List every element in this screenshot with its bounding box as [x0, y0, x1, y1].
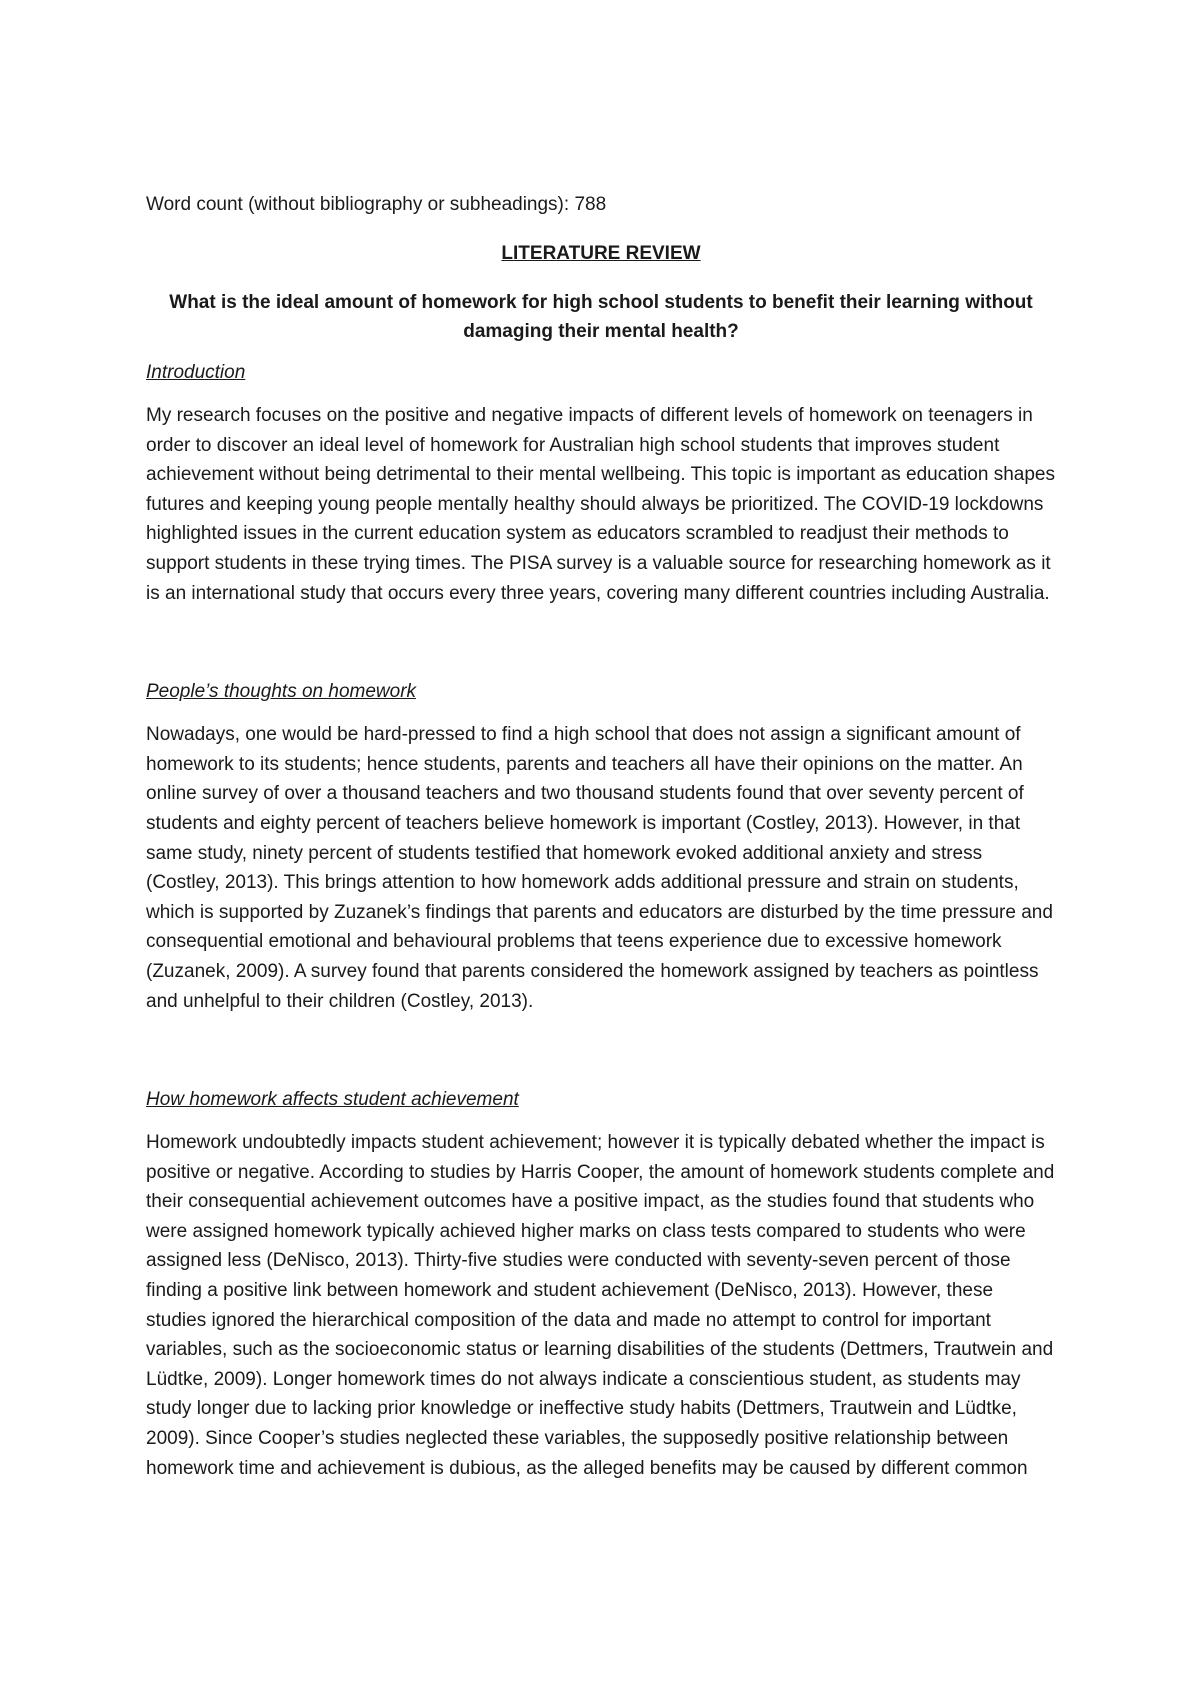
word-count-line: Word count (without bibliography or subheadings): 788: [146, 194, 607, 215]
section-student-achievement: [146, 1085, 1056, 1483]
section-introduction: [146, 358, 1056, 608]
document-page: [146, 190, 1056, 1483]
section-heading-introduction: Introduction: [146, 362, 246, 383]
research-question: What is the ideal amount of homework for high school students to benefit their learning without damaging their mental health?: [169, 292, 1033, 342]
section-spacer: [146, 1016, 1056, 1085]
section-body-peoples-thoughts: Nowadays, one would be hard-pressed to find a high school that does not assign a significant amount of homework to its students; hence students, parents and teachers all have their opinions on the matter. An online survey of over a thousand teachers and two thousand students found that over seventy percent of students and eighty percent of teachers believe homework is important (Costley, 2013). However, in that same study, ninety percent of students testified that homework evoked additional anxiety and stress (Costley, 2013). This brings attention to how homework adds additional pressure and strain on students, which is supported by Zuzanek’s findings that parents and educators are disturbed by the time pressure and consequential emotional and behavioural problems that teens experience due to excessive homework (Zuzanek, 2009). A survey found that parents considered the homework assigned by teachers as pointless and unhelpful to their children (Costley, 2013).: [146, 724, 1053, 1012]
section-heading-student-achievement: How homework affects student achievement: [146, 1089, 519, 1111]
section-spacer: [146, 608, 1056, 677]
section-peoples-thoughts: [146, 677, 1056, 1016]
section-body-student-achievement: Homework undoubtedly impacts student achievement; however it is typically debated whether the impact is positive or negative. According to studies by Harris Cooper, the amount of homework students complete and their consequential achievement outcomes have a positive impact, as the studies found that students who were assigned homework typically achieved higher marks on class tests compared to students who were assigned less (DeNisco, 2013). Thirty-five studies were conducted with seventy-seven percent of those finding a positive link between homework and student achievement (DeNisco, 2013). However, these studies ignored the hierarchical composition of the data and made no attempt to control for important variables, such as the socioeconomic status or learning disabilities of the students (Dettmers, Trautwein and Lüdtke, 2009). Longer homework times do not always indicate a conscientious student, as students may study longer due to lacking prior knowledge or ineffective study habits (Dettmers, Trautwein and Lüdtke, 2009). Since Cooper’s studies neglected these variables, the supposedly positive relationship between homework time and achievement is dubious, as the alleged benefits may be caused by different common: [146, 1132, 1055, 1479]
section-heading-peoples-thoughts: People’s thoughts on homework: [146, 681, 417, 703]
document-title: LITERATURE REVIEW: [501, 243, 701, 264]
section-body-introduction: My research focuses on the positive and negative impacts of different levels of homework on teenagers in order to discover an ideal level of homework for Australian high school students that improves student achievement without being detrimental to their mental wellbeing. This topic is important as education shapes futures and keeping young people mentally healthy should always be prioritized. The COVID-19 lockdowns highlighted issues in the current education system as educators scrambled to readjust their methods to support students in these trying times. The PISA survey is a valuable source for researching homework as it is an international study that occurs every three years, covering many different countries including Australia.: [146, 405, 1055, 604]
